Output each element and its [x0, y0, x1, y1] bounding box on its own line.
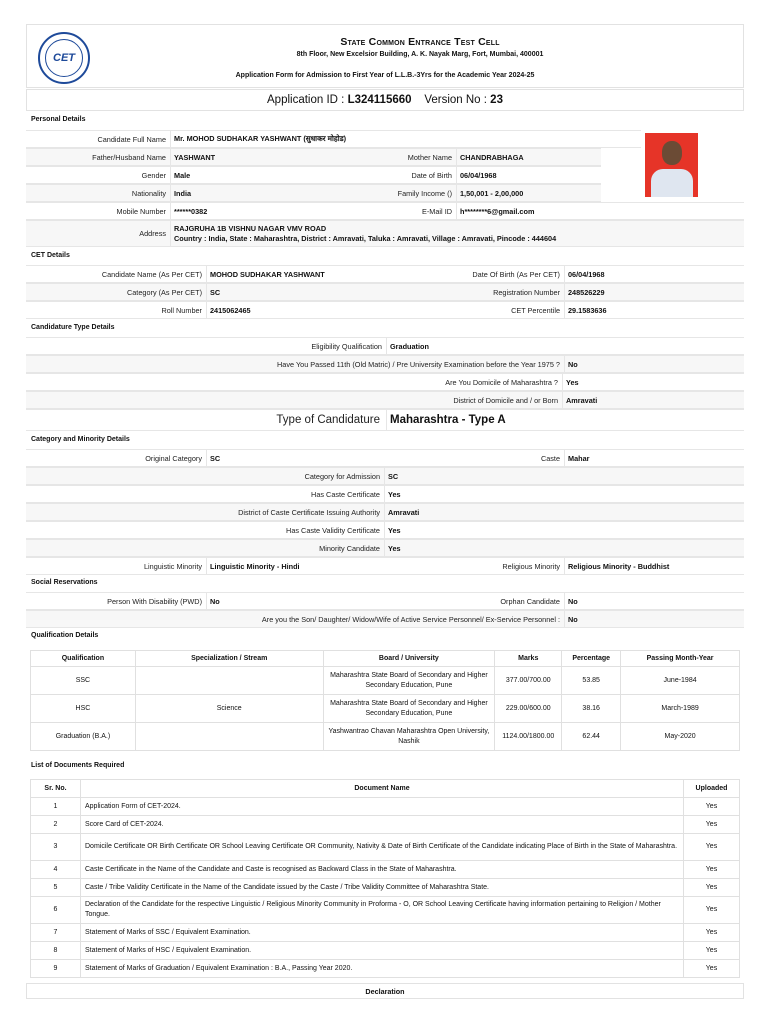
application-id-label: Application ID : — [267, 94, 345, 106]
table-row — [31, 861, 740, 879]
application-id-value: L324115660 — [347, 94, 412, 106]
passing-cell: March-1989 — [621, 695, 740, 723]
row-gender — [26, 166, 601, 184]
doc-uploaded: Yes — [684, 879, 740, 897]
doc-name: Caste Certificate in the Name of the Candidate and Caste is recognised as Backward Class in the State of Maharashtra. — [81, 861, 684, 879]
row-cet-category — [26, 283, 744, 301]
address-label: Address — [139, 229, 166, 238]
father-label: Father/Husband Name — [92, 152, 166, 162]
documents-table — [30, 779, 740, 978]
table-row — [31, 834, 740, 861]
candidate-photo — [645, 133, 698, 197]
doc-no: 4 — [31, 861, 81, 879]
row-candidature-type — [26, 409, 744, 431]
row-domicile — [26, 373, 744, 391]
nationality-label: Nationality — [131, 188, 166, 198]
row-nationality — [26, 184, 601, 202]
orphan-label: Orphan Candidate — [500, 596, 560, 606]
table-row — [31, 695, 740, 723]
row-has-caste-cert — [26, 485, 744, 503]
eligibility-label: Eligibility Qualification — [311, 341, 382, 351]
cet-category-value: SC — [210, 287, 221, 297]
sr-no-header: Sr. No. — [31, 780, 81, 798]
caste-validity-label: Has Caste Validity Certificate — [286, 525, 380, 535]
doc-uploaded: Yes — [684, 834, 740, 861]
form-title: Application Form for Admission to First Year of L.L.B.-3Yrs for the Academic Year 2024-25 — [235, 72, 535, 79]
version-value: 23 — [490, 94, 503, 106]
row-full-name — [26, 130, 641, 148]
linguistic-minority-value: Linguistic Minority - Hindi — [210, 561, 300, 571]
row-passed-11th — [26, 355, 744, 373]
religious-minority-label: Religious Minority — [502, 561, 560, 571]
service-personnel-value: No — [568, 614, 578, 624]
full-name-value: Mr. MOHOD SUDHAKAR YASHWANT (सुधाकर मोहोड) — [174, 134, 347, 143]
candidature-type-value: Maharashtra - Type A — [390, 414, 506, 426]
cet-section-title: CET Details — [31, 252, 70, 259]
doc-uploaded: Yes — [684, 960, 740, 978]
table-row — [31, 924, 740, 942]
stream-cell — [135, 667, 323, 695]
marks-cell: 229.00/600.00 — [495, 695, 562, 723]
marks-cell: 377.00/700.00 — [495, 667, 562, 695]
qualification-table — [30, 650, 740, 751]
declaration-heading: Declaration — [26, 983, 744, 999]
qual-cell: SSC — [31, 667, 136, 695]
dob-label: Date of Birth — [411, 170, 452, 180]
table-row — [31, 667, 740, 695]
version-label: Version No : — [424, 94, 487, 106]
address-value — [170, 221, 740, 246]
marks-header: Marks — [495, 651, 562, 667]
orphan-value: No — [568, 596, 578, 606]
qual-header: Qualification — [31, 651, 136, 667]
income-label: Family Income () — [397, 188, 452, 198]
cet-roll-label: Roll Number — [161, 305, 202, 315]
passing-cell: May-2020 — [621, 723, 740, 751]
father-value: YASHWANT — [174, 152, 216, 162]
table-row — [31, 816, 740, 834]
address-line2: Country : India, State : Maharashtra, District : Amravati, Taluka : Amravati, Village : Amravati, Pincode : 444604 — [174, 233, 557, 243]
doc-uploaded: Yes — [684, 816, 740, 834]
cet-roll-value: 2415062465 — [210, 305, 251, 315]
row-cet-name — [26, 265, 744, 283]
issuing-authority-label: District of Caste Certificate Issuing Authority — [238, 507, 380, 517]
issuing-authority-value: Amravati — [388, 507, 420, 517]
candidature-section-title: Candidature Type Details — [31, 324, 115, 331]
original-category-label: Original Category — [145, 453, 202, 463]
doc-uploaded: Yes — [684, 861, 740, 879]
doc-name: Application Form of CET-2024. — [81, 798, 684, 816]
doc-uploaded: Yes — [684, 924, 740, 942]
document-name-header: Document Name — [81, 780, 684, 798]
linguistic-minority-label: Linguistic Minority — [144, 561, 202, 571]
domicile-value: Yes — [566, 377, 579, 387]
marks-cell: 1124.00/1800.00 — [495, 723, 562, 751]
minority-candidate-label: Minority Candidate — [319, 543, 380, 553]
admission-category-label: Category for Admission — [304, 471, 380, 481]
district-value: Amravati — [566, 395, 598, 405]
original-category-value: SC — [210, 453, 221, 463]
doc-name: Declaration of the Candidate for the respective Linguistic / Religious Minority Community in Proforma - O, OR School Leaving Certificate having information pertaining to Religion / Mother Tongue. — [81, 897, 684, 924]
pwd-value: No — [210, 596, 220, 606]
mobile-value: ******0382 — [174, 206, 208, 216]
board-cell: Yashwantrao Chavan Maharashtra Open University, Nashik — [323, 723, 495, 751]
caste-value: Mahar — [568, 453, 590, 463]
row-eligibility — [26, 337, 744, 355]
email-value: h********6@gmail.com — [460, 206, 535, 216]
dob-value: 06/04/1968 — [460, 170, 497, 180]
service-personnel-label: Are you the Son/ Daughter/ Widow/Wife of Active Service Personnel/ Ex-Service Personnel : — [261, 614, 560, 624]
doc-name: Statement of Marks of SSC / Equivalent Examination. — [81, 924, 684, 942]
row-minority-types — [26, 557, 744, 575]
doc-no: 7 — [31, 924, 81, 942]
doc-no: 9 — [31, 960, 81, 978]
eligibility-value: Graduation — [390, 341, 429, 351]
gender-label: Gender — [141, 170, 166, 180]
board-cell: Maharashtra State Board of Secondary and Higher Secondary Education, Pune — [323, 667, 495, 695]
row-minority-candidate — [26, 539, 744, 557]
category-section-title: Category and Minority Details — [31, 436, 130, 443]
cet-name-label: Candidate Name (As Per CET) — [101, 269, 202, 279]
doc-name: Statement of Marks of HSC / Equivalent Examination. — [81, 942, 684, 960]
board-cell: Maharashtra State Board of Secondary and Higher Secondary Education, Pune — [323, 695, 495, 723]
doc-no: 6 — [31, 897, 81, 924]
address-line1: RAJGRUHA 1B VISHNU NAGAR VMV ROAD — [174, 223, 327, 233]
has-caste-cert-value: Yes — [388, 489, 401, 499]
row-service-personnel — [26, 610, 744, 628]
row-cet-roll — [26, 301, 744, 319]
cet-reg-value: 248526229 — [568, 287, 605, 297]
row-original-category — [26, 449, 744, 467]
percentage-cell: 62.44 — [562, 723, 621, 751]
stream-cell: Science — [135, 695, 323, 723]
doc-name: Statement of Marks of Graduation / Equivalent Examination : B.A., Passing Year 2020. — [81, 960, 684, 978]
doc-name: Caste / Tribe Validity Certificate in the Name of the Candidate issued by the Caste / Tribe Validity Committee of Maharashtra State. — [81, 879, 684, 897]
percentage-cell: 38.16 — [562, 695, 621, 723]
row-caste-validity — [26, 521, 744, 539]
mother-value: CHANDRABHAGA — [460, 152, 524, 162]
mobile-label: Mobile Number — [116, 206, 166, 216]
candidature-type-label: Type of Candidature — [276, 414, 380, 426]
doc-no: 8 — [31, 942, 81, 960]
qualification-header-row — [31, 651, 740, 667]
doc-no: 3 — [31, 834, 81, 861]
doc-uploaded: Yes — [684, 798, 740, 816]
stream-header: Specialization / Stream — [135, 651, 323, 667]
table-row — [31, 942, 740, 960]
uploaded-header: Uploaded — [684, 780, 740, 798]
passed-11th-label: Have You Passed 11th (Old Matric) / Pre University Examination before the Year 1975 ? — [277, 359, 560, 369]
cet-name-value: MOHOD SUDHAKAR YASHWANT — [210, 269, 325, 279]
row-address — [26, 220, 744, 247]
table-row — [31, 897, 740, 924]
cet-percentile-value: 29.1583636 — [568, 305, 607, 315]
table-row — [31, 723, 740, 751]
cet-dob-value: 06/04/1968 — [568, 269, 605, 279]
doc-no: 2 — [31, 816, 81, 834]
cet-dob-label: Date Of Birth (As Per CET) — [472, 269, 560, 279]
doc-name: Domicile Certificate OR Birth Certificate OR School Leaving Certificate OR Community, Nativity & Date of Birth Certificate of the Candidate indicating Place of Birth in the State of Maharashtra. — [81, 834, 684, 861]
passed-11th-value: No — [568, 359, 578, 369]
qual-cell: HSC — [31, 695, 136, 723]
org-title-text: State Common Entrance Test Cell — [340, 36, 500, 48]
percentage-header: Percentage — [562, 651, 621, 667]
row-parents — [26, 148, 601, 166]
cet-percentile-label: CET Percentile — [511, 305, 560, 315]
income-value: 1,50,001 - 2,00,000 — [460, 188, 524, 198]
doc-no: 1 — [31, 798, 81, 816]
mother-label: Mother Name — [407, 152, 452, 162]
district-label: District of Domicile and / or Born — [453, 395, 558, 405]
caste-label: Caste — [540, 453, 560, 463]
percentage-cell: 53.85 — [562, 667, 621, 695]
row-contact — [26, 202, 744, 220]
org-address: 8th Floor, New Excelsior Building, A. K. Nayak Marg, Fort, Mumbai, 400001 — [296, 51, 544, 58]
doc-no: 5 — [31, 879, 81, 897]
documents-header-row — [31, 780, 740, 798]
minority-candidate-value: Yes — [388, 543, 401, 553]
board-header: Board / University — [323, 651, 495, 667]
row-admission-category — [26, 467, 744, 485]
personal-section-title: Personal Details — [31, 116, 86, 123]
table-row — [31, 960, 740, 978]
cet-category-label: Category (As Per CET) — [126, 287, 202, 297]
has-caste-cert-label: Has Caste Certificate — [311, 489, 380, 499]
passing-cell: June-1984 — [621, 667, 740, 695]
qual-cell: Graduation (B.A.) — [31, 723, 136, 751]
social-section-title: Social Reservations — [31, 579, 98, 586]
cet-logo-text: CET — [45, 39, 83, 77]
nationality-value: India — [174, 188, 192, 198]
caste-validity-value: Yes — [388, 525, 401, 535]
cet-reg-label: Registration Number — [493, 287, 560, 297]
qualification-section-title: Qualification Details — [31, 632, 99, 639]
pwd-label: Person With Disability (PWD) — [107, 596, 202, 606]
religious-minority-value: Religious Minority - Buddhist — [568, 561, 670, 571]
application-id-row — [26, 89, 744, 111]
admission-category-value: SC — [388, 471, 399, 481]
table-row — [31, 879, 740, 897]
doc-uploaded: Yes — [684, 897, 740, 924]
gender-value: Male — [174, 170, 191, 180]
doc-uploaded: Yes — [684, 942, 740, 960]
doc-name: Score Card of CET-2024. — [81, 816, 684, 834]
row-district — [26, 391, 744, 409]
stream-cell — [135, 723, 323, 751]
full-name-label: Candidate Full Name — [97, 134, 166, 144]
row-pwd — [26, 592, 744, 610]
documents-section-title: List of Documents Required — [31, 762, 125, 769]
org-title — [180, 36, 660, 48]
row-issuing-authority — [26, 503, 744, 521]
domicile-label: Are You Domicile of Maharashtra ? — [445, 377, 558, 387]
email-label: E-Mail ID — [422, 206, 452, 216]
table-row — [31, 798, 740, 816]
passing-header: Passing Month-Year — [621, 651, 740, 667]
